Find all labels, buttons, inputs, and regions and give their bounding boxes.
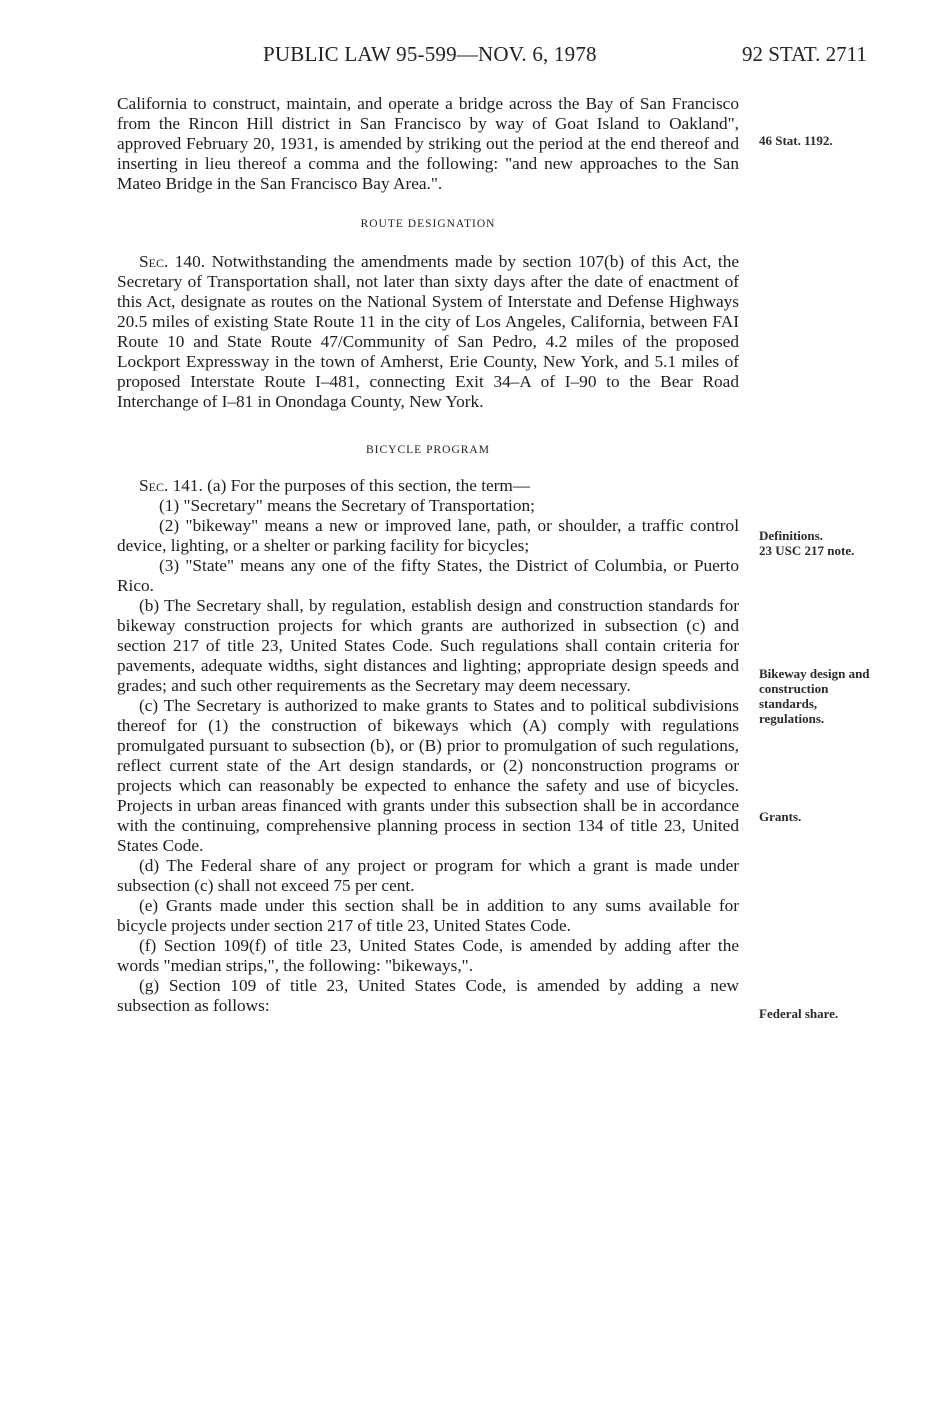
margin-note-usc-note: 23 USC 217 note. bbox=[759, 543, 855, 558]
section-141-c: (c) The Secretary is authorized to make grants to States and to political subdivisions thereof for (1) the construction of bikeways which (A) comply with regulations promulgated pursuant to subsection (b), or (B) prior to promulgation of such regulations, reflect current state of the Art design standards, or (2) nonconstruction programs or projects which can reasonably be expected to enhance the safety and use of bicycles. Projects in urban areas financed with grants under this subsection shall be in accordance with the continuing, comprehensive planning process in section 134 of title 23, United States Code. bbox=[117, 696, 739, 855]
running-header-title: PUBLIC LAW 95-599—NOV. 6, 1978 bbox=[263, 42, 597, 66]
section-140-label: Sec. 140. bbox=[139, 252, 206, 271]
section-heading-bicycle-program: BICYCLE PROGRAM bbox=[366, 444, 490, 456]
section-141-a3: (3) "State" means any one of the fifty States, the District of Columbia, or Puerto Rico. bbox=[117, 556, 739, 595]
margin-note-grants: Grants. bbox=[759, 809, 802, 824]
section-141-label: Sec. 141. bbox=[139, 476, 203, 495]
margin-note-bikeway-design: Bikeway design and construction standards, regulations. bbox=[759, 666, 870, 726]
section-141-e: (e) Grants made under this section shall be in addition to any sums available for bicycle projects under section 217 of title 23, United States Code. bbox=[117, 896, 739, 935]
margin-note-definitions bbox=[759, 528, 939, 558]
section-140-text: Notwithstanding the amendments made by section 107(b) of this Act, the Secretary of Transportation shall, not later than sixty days after the date of enactment of this Act, designate as routes on the National System of Interstate and Defense Highways 20.5 miles of existing State Route 11 in the city of Los Angeles, California, between FAI Route 10 and State Route 47/Community of San Pedro, 4.2 miles of the proposed Lockport Expressway in the town of Amherst, Erie County, New York, and 5.1 miles of proposed Interstate Route I–481, connecting Exit 34–A of I–90 to the Bear Road Interchange of I–81 in Onondaga County, New York. bbox=[117, 252, 740, 411]
statute-body bbox=[117, 94, 739, 1016]
section-140 bbox=[117, 252, 739, 412]
section-141-a2: (2) "bikeway" means a new or improved lane, path, or shoulder, a traffic control device, lighting, or a shelter or parking facility for bicycles; bbox=[117, 516, 739, 555]
running-header-stat: 92 STAT. 2711 bbox=[742, 42, 867, 66]
section-141-b: (b) The Secretary shall, by regulation, establish design and construction standards for bikeway construction projects for which grants are authorized in subsection (c) and section 217 of title 23, United States Code. Such regulations shall contain criteria for pavements, adequate widths, sight distances and lighting; appropriate design speeds and grades; and such other requirements as the Secretary may deem necessary. bbox=[117, 596, 739, 695]
margin-note-definitions-label: Definitions. bbox=[759, 528, 823, 543]
section-heading-route-designation: ROUTE DESIGNATION bbox=[360, 218, 496, 230]
section-141-g: (g) Section 109 of title 23, United States Code, is amended by adding a new subsection as follows: bbox=[117, 976, 739, 1015]
section-141-a bbox=[117, 476, 739, 496]
section-141-a1: (1) "Secretary" means the Secretary of Transportation; bbox=[159, 496, 535, 515]
section-141-d: (d) The Federal share of any project or program for which a grant is made under subsection (c) shall not exceed 75 per cent. bbox=[117, 856, 739, 895]
margin-note-federal-share: Federal share. bbox=[759, 1006, 839, 1021]
margin-note-stat-ref: 46 Stat. 1192. bbox=[759, 133, 833, 148]
continuation-paragraph: California to construct, maintain, and operate a bridge across the Bay of San Francisco from the Rincon Hill district in San Francisco by way of Goat Island to Oakland", approved February 20, 1931, is amended by striking out the period at the end thereof and inserting in lieu thereof a comma and the following: "and new approaches to the San Mateo Bridge in the San Francisco Bay Area.". bbox=[117, 94, 739, 193]
section-141-f: (f) Section 109(f) of title 23, United States Code, is amended by adding after the words "median strips,", the following: "bikeways,". bbox=[117, 936, 739, 975]
section-141-a-text: (a) For the purposes of this section, the term— bbox=[207, 476, 531, 495]
